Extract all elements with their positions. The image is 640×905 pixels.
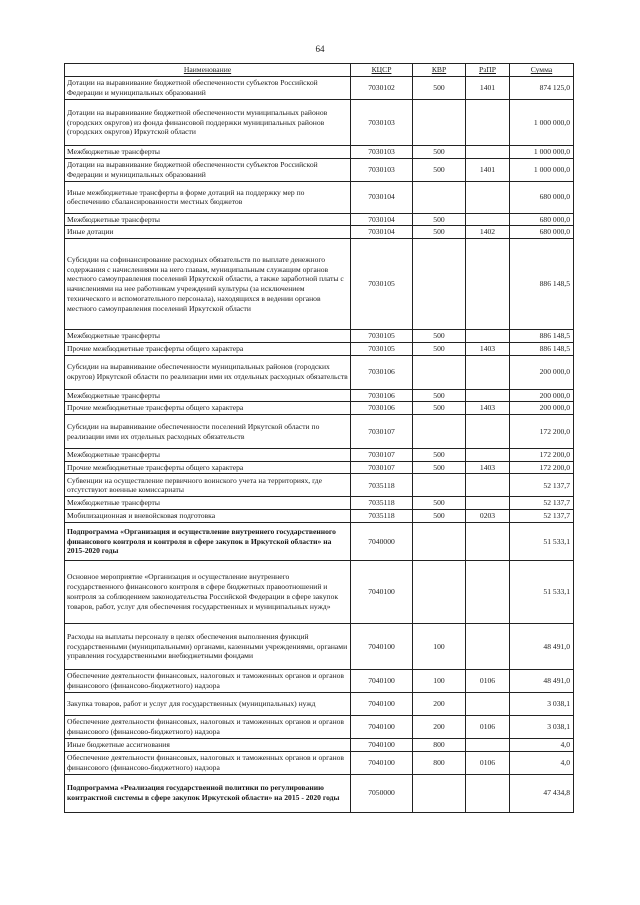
cell-sum: 172 200,0 bbox=[510, 415, 574, 449]
cell-kvr: 500 bbox=[413, 158, 466, 181]
cell-sum: 680 000,0 bbox=[510, 213, 574, 226]
cell-kcsr: 7035118 bbox=[351, 497, 413, 510]
cell-kvr bbox=[413, 181, 466, 213]
cell-kcsr: 7030104 bbox=[351, 213, 413, 226]
table-row bbox=[65, 560, 574, 623]
cell-name: Межбюджетные трансферты bbox=[65, 497, 351, 510]
cell-rzpr bbox=[466, 497, 510, 510]
cell-kcsr: 7040100 bbox=[351, 669, 413, 692]
cell-kcsr: 7030106 bbox=[351, 389, 413, 402]
cell-sum: 1 000 000,0 bbox=[510, 146, 574, 159]
table-row bbox=[65, 774, 574, 812]
cell-kvr: 200 bbox=[413, 692, 466, 715]
cell-kcsr: 7040100 bbox=[351, 715, 413, 738]
cell-kcsr: 7030104 bbox=[351, 226, 413, 239]
cell-name: Иные дотации bbox=[65, 226, 351, 239]
cell-kcsr: 7035118 bbox=[351, 474, 413, 497]
cell-name: Подпрограмма «Организация и осуществление внутреннего государственного финансового контроля и контроля в сфере закупок в Иркутской области» на 2015-2020 годы bbox=[65, 522, 351, 560]
cell-kcsr: 7030106 bbox=[351, 402, 413, 415]
cell-rzpr: 0203 bbox=[466, 510, 510, 523]
cell-name: Субсидии на выравнивание обеспеченности муниципальных районов (городских округов) Иркутской области по реализации ими их отдельных расходных обязательств bbox=[65, 355, 351, 389]
table-row bbox=[65, 510, 574, 523]
cell-kcsr: 7035118 bbox=[351, 510, 413, 523]
table-row bbox=[65, 669, 574, 692]
cell-rzpr bbox=[466, 623, 510, 669]
table-row bbox=[65, 213, 574, 226]
table-row bbox=[65, 474, 574, 497]
cell-sum: 200 000,0 bbox=[510, 402, 574, 415]
page-number: 64 bbox=[315, 44, 325, 54]
table-row bbox=[65, 158, 574, 181]
cell-kvr bbox=[413, 239, 466, 330]
cell-kvr: 500 bbox=[413, 146, 466, 159]
cell-name: Обеспечение деятельности финансовых, налоговых и таможенных органов и органов финансового (финансово-бюджетного) надзора bbox=[65, 715, 351, 738]
cell-kcsr: 7030104 bbox=[351, 181, 413, 213]
cell-sum: 680 000,0 bbox=[510, 181, 574, 213]
cell-rzpr: 0106 bbox=[466, 751, 510, 774]
cell-kvr: 500 bbox=[413, 213, 466, 226]
cell-rzpr bbox=[466, 389, 510, 402]
column-header-kvr: КВР bbox=[413, 64, 466, 77]
table-row bbox=[65, 355, 574, 389]
cell-rzpr bbox=[466, 560, 510, 623]
cell-kvr bbox=[413, 560, 466, 623]
cell-name: Основное мероприятие «Организация и осуществление внутреннего государственного финансового контроля в сфере бюджетных правоотношений и контроля за соблюдением законодательства Российской Федерации в сфере закупок товаров, работ, услуг для обеспечения государственных и муниципальных нужд» bbox=[65, 560, 351, 623]
cell-sum: 52 137,7 bbox=[510, 474, 574, 497]
cell-sum: 51 533,1 bbox=[510, 522, 574, 560]
cell-rzpr bbox=[466, 213, 510, 226]
cell-name: Межбюджетные трансферты bbox=[65, 213, 351, 226]
column-header-kcsr: КЦСР bbox=[351, 64, 413, 77]
table-row bbox=[65, 330, 574, 343]
cell-kvr: 200 bbox=[413, 715, 466, 738]
cell-name: Прочие межбюджетные трансферты общего характера bbox=[65, 461, 351, 474]
cell-rzpr bbox=[466, 100, 510, 146]
cell-name: Закупка товаров, работ и услуг для государственных (муниципальных) нужд bbox=[65, 692, 351, 715]
cell-kvr bbox=[413, 774, 466, 812]
cell-kvr bbox=[413, 100, 466, 146]
cell-kvr: 500 bbox=[413, 77, 466, 100]
table-row bbox=[65, 77, 574, 100]
cell-rzpr bbox=[466, 330, 510, 343]
cell-kvr: 100 bbox=[413, 669, 466, 692]
table-row bbox=[65, 692, 574, 715]
table-row bbox=[65, 751, 574, 774]
cell-name: Межбюджетные трансферты bbox=[65, 330, 351, 343]
cell-kcsr: 7030105 bbox=[351, 239, 413, 330]
cell-name: Субсидии на софинансирование расходных обязательств по выплате денежного содержания с начислениями на него главам, муниципальным служащим органов местного самоуправления поселений Иркутской области, а также заработной платы с начислениями на нее работникам учреждений культуры (за исключением технического и вспомогательного персонала), находящихся в ведении органов местного самоуправления поселений Иркутской области bbox=[65, 239, 351, 330]
table-row bbox=[65, 389, 574, 402]
cell-rzpr: 1401 bbox=[466, 158, 510, 181]
cell-kcsr: 7030106 bbox=[351, 355, 413, 389]
column-header-name: Наименование bbox=[65, 64, 351, 77]
table-row bbox=[65, 715, 574, 738]
cell-sum: 172 200,0 bbox=[510, 461, 574, 474]
table-row bbox=[65, 226, 574, 239]
cell-kcsr: 7040100 bbox=[351, 751, 413, 774]
cell-rzpr bbox=[466, 774, 510, 812]
cell-sum: 200 000,0 bbox=[510, 389, 574, 402]
cell-kcsr: 7040100 bbox=[351, 692, 413, 715]
cell-kcsr: 7040100 bbox=[351, 623, 413, 669]
cell-name: Межбюджетные трансферты bbox=[65, 146, 351, 159]
cell-kcsr: 7040100 bbox=[351, 738, 413, 751]
table-row bbox=[65, 146, 574, 159]
table-row bbox=[65, 239, 574, 330]
table-row bbox=[65, 738, 574, 751]
cell-rzpr: 1403 bbox=[466, 342, 510, 355]
cell-kvr: 100 bbox=[413, 623, 466, 669]
cell-name: Межбюджетные трансферты bbox=[65, 449, 351, 462]
column-header-sum: Сумма bbox=[510, 64, 574, 77]
cell-name: Прочие межбюджетные трансферты общего характера bbox=[65, 402, 351, 415]
cell-kvr: 500 bbox=[413, 497, 466, 510]
cell-sum: 1 000 000,0 bbox=[510, 100, 574, 146]
cell-kcsr: 7030102 bbox=[351, 77, 413, 100]
cell-rzpr: 1402 bbox=[466, 226, 510, 239]
cell-sum: 886 148,5 bbox=[510, 342, 574, 355]
cell-kcsr: 7040100 bbox=[351, 560, 413, 623]
cell-kcsr: 7030103 bbox=[351, 100, 413, 146]
cell-kcsr: 7030105 bbox=[351, 342, 413, 355]
cell-sum: 874 125,0 bbox=[510, 77, 574, 100]
budget-table bbox=[64, 63, 574, 813]
table-row bbox=[65, 415, 574, 449]
cell-kvr bbox=[413, 474, 466, 497]
cell-kcsr: 7030103 bbox=[351, 146, 413, 159]
table-row bbox=[65, 100, 574, 146]
cell-rzpr: 1401 bbox=[466, 77, 510, 100]
cell-rzpr bbox=[466, 692, 510, 715]
cell-name: Прочие межбюджетные трансферты общего характера bbox=[65, 342, 351, 355]
cell-sum: 48 491,0 bbox=[510, 669, 574, 692]
cell-sum: 886 148,5 bbox=[510, 239, 574, 330]
cell-name: Дотации на выравнивание бюджетной обеспеченности субъектов Российской Федерации и муниципальных образований bbox=[65, 158, 351, 181]
cell-rzpr bbox=[466, 522, 510, 560]
cell-rzpr: 0106 bbox=[466, 669, 510, 692]
cell-rzpr bbox=[466, 181, 510, 213]
table-row bbox=[65, 623, 574, 669]
cell-sum: 48 491,0 bbox=[510, 623, 574, 669]
cell-sum: 200 000,0 bbox=[510, 355, 574, 389]
cell-name: Мобилизационная и вневойсковая подготовка bbox=[65, 510, 351, 523]
cell-kvr: 800 bbox=[413, 738, 466, 751]
cell-sum: 4,0 bbox=[510, 751, 574, 774]
cell-rzpr bbox=[466, 449, 510, 462]
cell-sum: 1 000 000,0 bbox=[510, 158, 574, 181]
table-row bbox=[65, 181, 574, 213]
cell-kvr bbox=[413, 522, 466, 560]
cell-rzpr: 1403 bbox=[466, 402, 510, 415]
cell-kvr bbox=[413, 415, 466, 449]
cell-name: Дотации на выравнивание бюджетной обеспеченности субъектов Российской Федерации и муниципальных образований bbox=[65, 77, 351, 100]
cell-sum: 172 200,0 bbox=[510, 449, 574, 462]
cell-kvr: 500 bbox=[413, 449, 466, 462]
cell-kcsr: 7030105 bbox=[351, 330, 413, 343]
table-row bbox=[65, 522, 574, 560]
cell-rzpr bbox=[466, 355, 510, 389]
table-row bbox=[65, 342, 574, 355]
cell-name: Подпрограмма «Реализация государственной политики по регулированию контрактной системы в сфере закупок Иркутской области» на 2015 - 2020 годы bbox=[65, 774, 351, 812]
cell-name: Дотации на выравнивание бюджетной обеспеченности муниципальных районов (городских округов) из фонда финансовой поддержки муниципальных районов (городских округов) Иркутской области bbox=[65, 100, 351, 146]
cell-kvr: 500 bbox=[413, 342, 466, 355]
cell-kvr bbox=[413, 355, 466, 389]
cell-name: Иные межбюджетные трансферты в форме дотаций на поддержку мер по обеспечению сбалансированности местных бюджетов bbox=[65, 181, 351, 213]
column-header-rzpr: РзПР bbox=[466, 64, 510, 77]
table-row bbox=[65, 497, 574, 510]
table-row bbox=[65, 449, 574, 462]
cell-kcsr: 7050000 bbox=[351, 774, 413, 812]
cell-rzpr bbox=[466, 474, 510, 497]
cell-name: Обеспечение деятельности финансовых, налоговых и таможенных органов и органов финансового (финансово-бюджетного) надзора bbox=[65, 751, 351, 774]
cell-name: Межбюджетные трансферты bbox=[65, 389, 351, 402]
cell-rzpr bbox=[466, 239, 510, 330]
cell-rzpr bbox=[466, 415, 510, 449]
cell-kcsr: 7030107 bbox=[351, 461, 413, 474]
table-body bbox=[65, 77, 574, 813]
cell-rzpr: 0106 bbox=[466, 715, 510, 738]
cell-sum: 51 533,1 bbox=[510, 560, 574, 623]
cell-kvr: 500 bbox=[413, 510, 466, 523]
table-header-row bbox=[65, 64, 574, 77]
cell-name: Иные бюджетные ассигнования bbox=[65, 738, 351, 751]
cell-sum: 3 038,1 bbox=[510, 715, 574, 738]
cell-kcsr: 7030103 bbox=[351, 158, 413, 181]
cell-kvr: 500 bbox=[413, 226, 466, 239]
cell-kvr: 800 bbox=[413, 751, 466, 774]
cell-kvr: 500 bbox=[413, 402, 466, 415]
table-row bbox=[65, 461, 574, 474]
cell-sum: 52 137,7 bbox=[510, 510, 574, 523]
cell-name: Обеспечение деятельности финансовых, налоговых и таможенных органов и органов финансового (финансово-бюджетного) надзора bbox=[65, 669, 351, 692]
cell-kcsr: 7030107 bbox=[351, 415, 413, 449]
cell-name: Субвенции на осуществление первичного воинского учета на территориях, где отсутствуют военные комиссариаты bbox=[65, 474, 351, 497]
cell-sum: 47 434,8 bbox=[510, 774, 574, 812]
cell-kcsr: 7030107 bbox=[351, 449, 413, 462]
cell-kvr: 500 bbox=[413, 461, 466, 474]
cell-name: Субсидии на выравнивание обеспеченности поселений Иркутской области по реализации ими их отдельных расходных обязательств bbox=[65, 415, 351, 449]
cell-sum: 3 038,1 bbox=[510, 692, 574, 715]
table-row bbox=[65, 402, 574, 415]
cell-kvr: 500 bbox=[413, 330, 466, 343]
cell-sum: 886 148,5 bbox=[510, 330, 574, 343]
cell-sum: 4,0 bbox=[510, 738, 574, 751]
cell-sum: 52 137,7 bbox=[510, 497, 574, 510]
cell-kvr: 500 bbox=[413, 389, 466, 402]
cell-sum: 680 000,0 bbox=[510, 226, 574, 239]
cell-rzpr bbox=[466, 146, 510, 159]
cell-rzpr: 1403 bbox=[466, 461, 510, 474]
cell-rzpr bbox=[466, 738, 510, 751]
cell-name: Расходы на выплаты персоналу в целях обеспечения выполнения функций государственными (муниципальными) органами, казенными учреждениями, органами управления государственными внебюджетными фондами bbox=[65, 623, 351, 669]
cell-kcsr: 7040000 bbox=[351, 522, 413, 560]
